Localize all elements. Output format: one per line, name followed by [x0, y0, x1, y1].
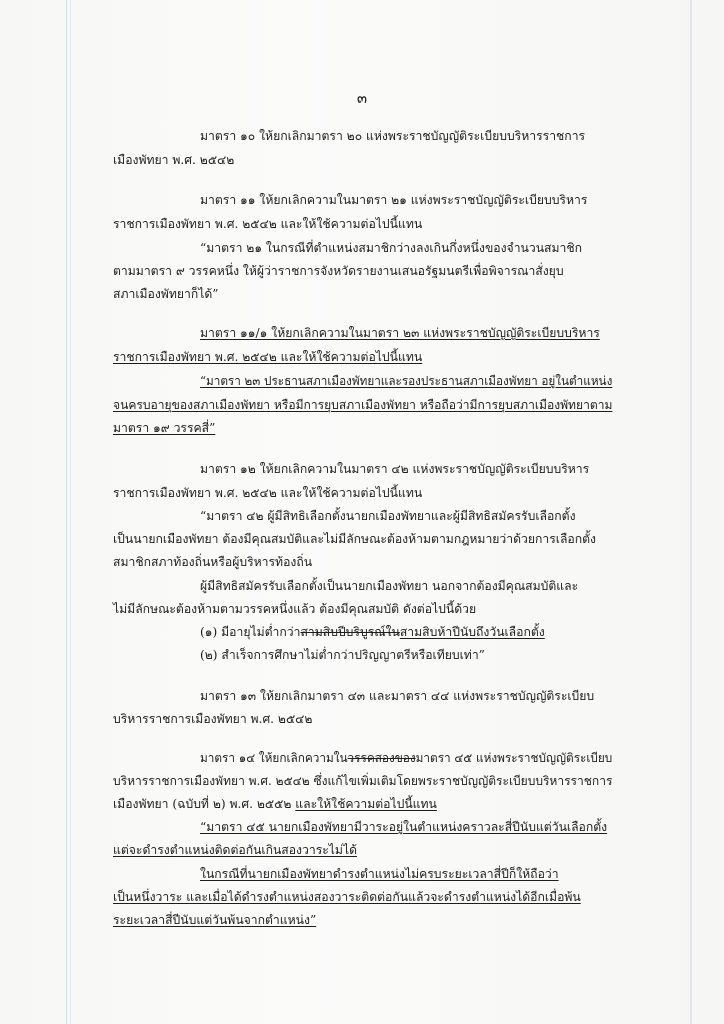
page-number: ๓ [356, 89, 368, 107]
item-1-text: (๑) มีอายุไม่ต่ำกว่า [200, 625, 301, 639]
section-11-1-line-2: ราชการเมืองพัทยา พ.ศ. ๒๕๔๒ และให้ใช้ความต่อไปนี้แทน [113, 350, 423, 364]
section-14-line-1 [200, 750, 612, 766]
page-edge-line [70, 0, 71, 1024]
item-1-deleted-text: สามสิบปีบริบูรณ์ใน [300, 625, 400, 639]
section-14-line-7: เป็นหนึ่งวาระ และเมื่อได้ดำรงตำแหน่งสองวาระติดต่อกันแล้วจะดำรงตำแหน่งได้อีกเมื่อพ้น [113, 890, 581, 904]
section-12-line-4: เป็นนายกเมืองพัทยา ต้องมีคุณสมบัติและไม่มีลักษณะต้องห้ามตามกฎหมายว่าด้วยการเลือกตั้ง [113, 532, 596, 546]
section-14-line-3 [113, 796, 437, 812]
section-10-line-1: มาตรา ๑๐ ให้ยกเลิกมาตรา ๒๐ แห่งพระราชบัญญัติระเบียบบริหารราชการ [200, 129, 586, 143]
section-14-line-5: แต่จะดำรงตำแหน่งติดต่อกันเกินสองวาระไม่ได้ [113, 843, 357, 857]
section-12-line-3: “มาตรา ๔๒ ผู้มีสิทธิเลือกตั้งนายกเมืองพัทยาและผู้มีสิทธิสมัครรับเลือกตั้ง [200, 509, 576, 523]
section-11-line-1: มาตรา ๑๑ ให้ยกเลิกความในมาตรา ๒๑ แห่งพระราชบัญญัติระเบียบบริหาร [200, 193, 588, 207]
item-1-inserted-text: สามสิบห้าปีนับถึงวันเลือกตั้ง [399, 625, 545, 639]
section-13-line-2: บริหารราชการเมืองพัทยา พ.ศ. ๒๕๔๒ [113, 712, 313, 726]
section-14-text: เมืองพัทยา (ฉบับที่ ๒) พ.ศ. ๒๕๕๒ [113, 797, 296, 811]
section-14-deleted-text: วรรคสองของ [347, 751, 416, 765]
section-10-line-2: เมืองพัทยา พ.ศ. ๒๕๔๒ [113, 153, 235, 167]
section-14-text: มาตรา ๔๕ แห่งพระราชบัญญัติระเบียบ [415, 751, 613, 765]
section-12-item-2: (๒) สำเร็จการศึกษาไม่ต่ำกว่าปริญญาตรีหรือเทียบเท่า” [200, 648, 485, 662]
section-11-1-line-4: จนครบอายุของสภาเมืองพัทยา หรือมีการยุบสภาเมืองพัทยา หรือถือว่ามีการยุบสภาเมืองพัทยาตาม [113, 398, 613, 412]
section-11-line-4: ตามมาตรา ๙ วรรคหนึ่ง ให้ผู้ว่าราชการจังหวัดรายงานเสนอรัฐมนตรีเพื่อพิจารณาสั่งยุบ [113, 264, 564, 278]
section-12-item-1 [200, 624, 545, 640]
section-11-line-2: ราชการเมืองพัทยา พ.ศ. ๒๕๔๒ และให้ใช้ความต่อไปนี้แทน [113, 217, 423, 231]
page-edge-line [690, 0, 692, 1024]
section-14-line-4: “มาตรา ๔๕ นายกเมืองพัทยามีวาระอยู่ในตำแหน่งคราวละสี่ปีนับแต่วันเลือกตั้ง [200, 820, 608, 834]
section-14-line-6: ในกรณีที่นายกเมืองพัทยาดำรงตำแหน่งไม่ครบระยะเวลาสี่ปีก็ให้ถือว่า [200, 867, 559, 881]
section-11-1-line-1: มาตรา ๑๑/๑ ให้ยกเลิกความในมาตรา ๒๓ แห่งพระราชบัญญัติระเบียบบริหาร [200, 326, 600, 340]
section-14-text: มาตรา ๑๔ ให้ยกเลิกความใน [200, 751, 348, 765]
section-13-line-1: มาตรา ๑๓ ให้ยกเลิกมาตรา ๔๓ และมาตรา ๔๔ แห่งพระราชบัญญัติระเบียบ [200, 689, 595, 703]
section-12-line-7: ไม่มีลักษณะต้องห้ามตามวรรคหนึ่งแล้ว ต้องมีคุณสมบัติ ดังต่อไปนี้ด้วย [113, 602, 477, 616]
section-11-1-line-5: มาตรา ๑๙ วรรคสี่” [113, 421, 216, 435]
section-11-line-5: สภาเมืองพัทยาก็ได้” [113, 287, 219, 301]
section-14-inserted-text: และให้ใช้ความต่อไปนี้แทน [295, 797, 437, 811]
page-edge-line [66, 0, 67, 1024]
section-12-line-2: ราชการเมืองพัทยา พ.ศ. ๒๕๔๒ และให้ใช้ความต่อไปนี้แทน [113, 486, 423, 500]
section-12-line-1: มาตรา ๑๒ ให้ยกเลิกความในมาตรา ๔๒ แห่งพระราชบัญญัติระเบียบบริหาร [200, 462, 590, 476]
section-14-line-2: บริหารราชการเมืองพัทยา พ.ศ. ๒๕๔๒ ซึ่งแก้ไขเพิ่มเติมโดยพระราชบัญญัติระเบียบบริหารราชการ [113, 774, 613, 788]
section-14-line-8: ระยะเวลาสี่ปีนับแต่วันพ้นจากตำแหน่ง” [113, 913, 317, 927]
section-12-line-6: ผู้มีสิทธิสมัครรับเลือกตั้งเป็นนายกเมืองพัทยา นอกจากต้องมีคุณสมบัติและ [200, 579, 579, 593]
section-11-line-3: “มาตรา ๒๑ ในกรณีที่ตำแหน่งสมาชิกว่างลงเกินกึ่งหนึ่งของจำนวนสมาชิก [200, 241, 583, 255]
section-12-line-5: สมาชิกสภาท้องถิ่นหรือผู้บริหารท้องถิ่น [113, 555, 313, 569]
section-11-1-line-3: “มาตรา ๒๓ ประธานสภาเมืองพัทยาและรองประธานสภาเมืองพัทยา อยู่ในตำแหน่ง [200, 374, 613, 388]
